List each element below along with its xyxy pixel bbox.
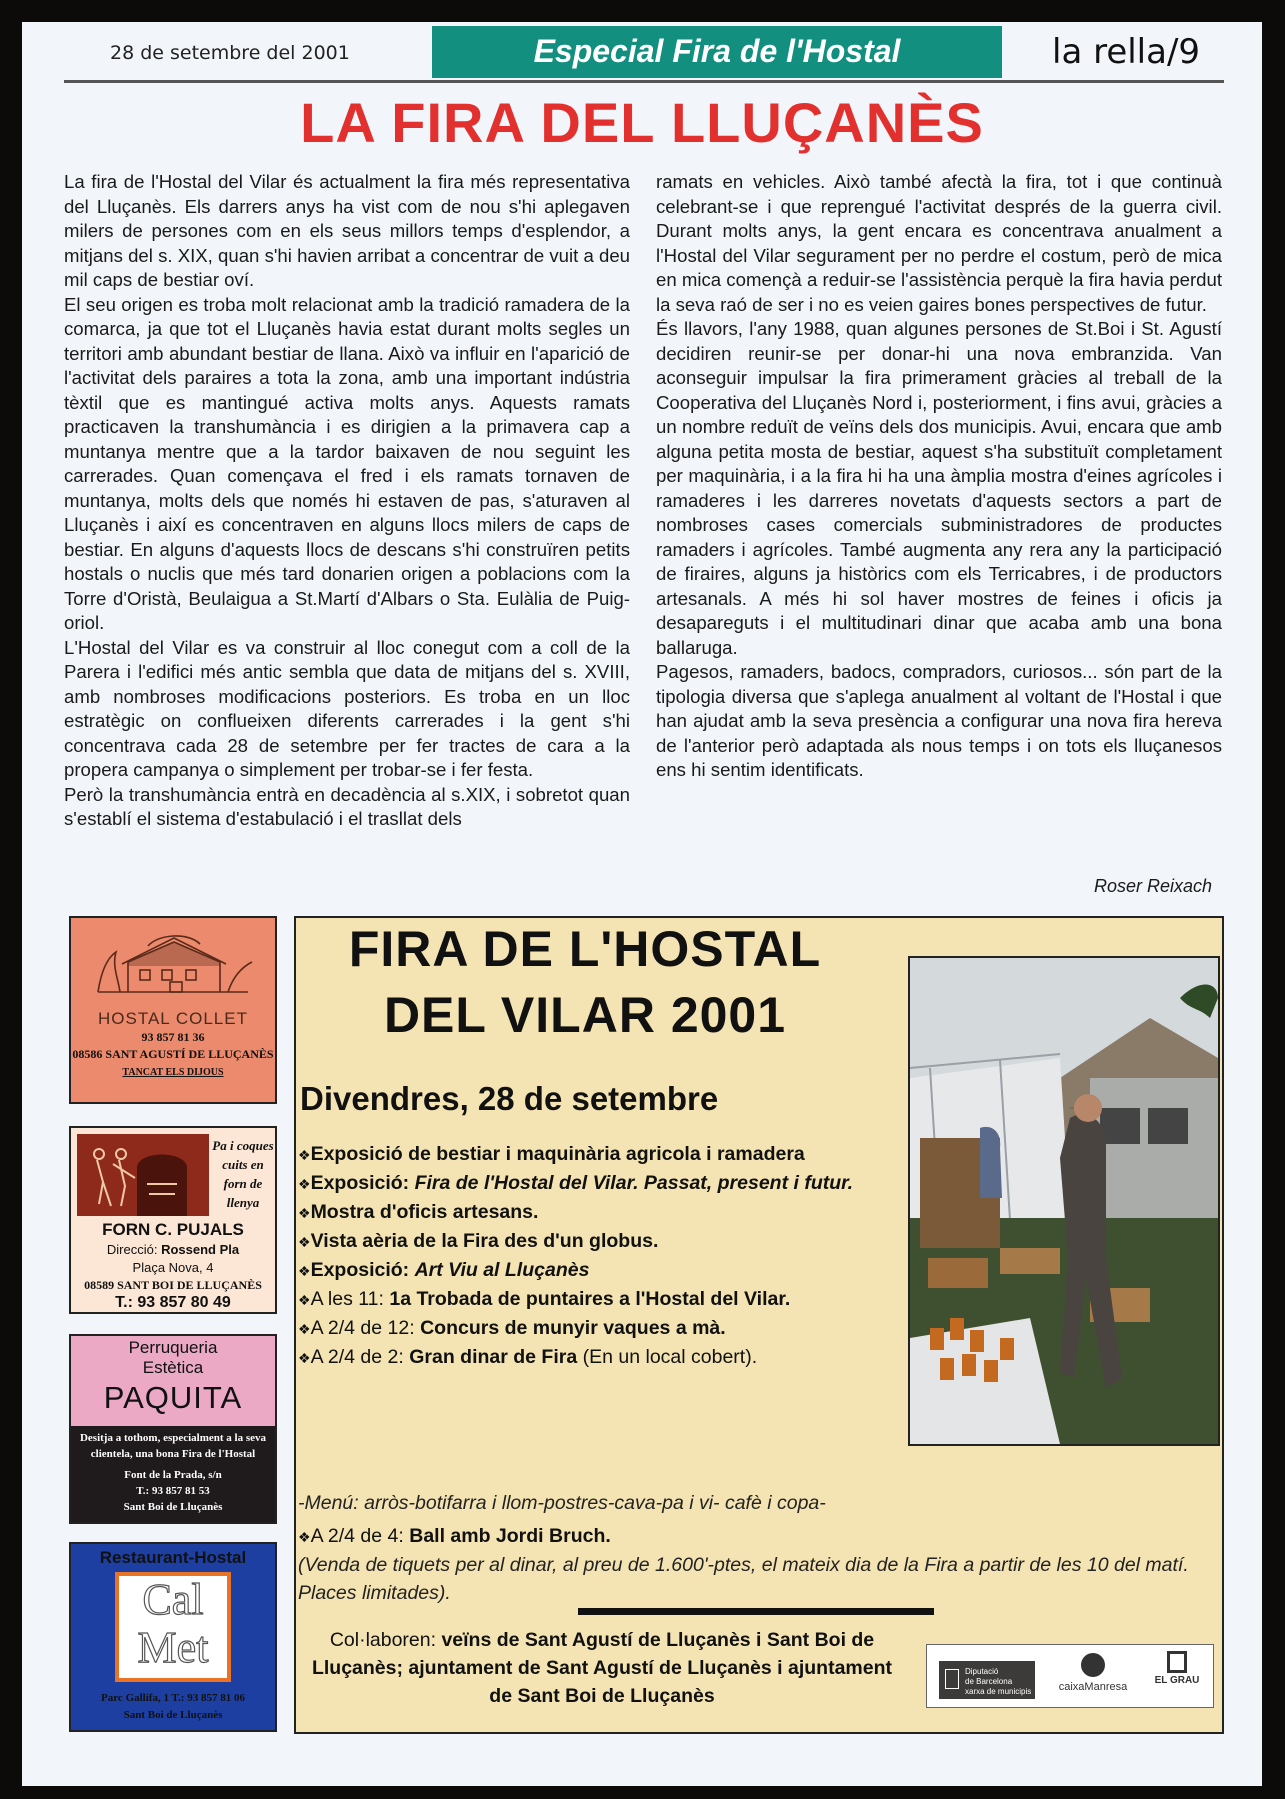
paragraph: El seu origen es troba molt relacionat amb la tradició ramadera de la comarca, ja que tot el Lluçanès havia estat durant molts segles un territori amb abundant bestiar de llana. Això va influir en l'aparició de l'activitat dels paraires a tota la zona, amb una important indústria tèxtil que es mantingué activa molts anys. Aquests ramats practicaven la transhumància i es dirigien a la primavera cap a muntanya mentre que a la tardor baixaven de nou seguint les carrerades. Quan començava el fred i els ramats tornaven de muntanya, molts dels que només hi estaven de pas, s'aturaven al Lluçanès i així es concentraven en alguns llocs milers de caps de bestiar. En alguns d'aquests llocs de descans s'hi construïren petits hostals o nuclis que més tard donarien origen a poblacions com la Torre d'Oristà, Beulaigua a St.Martí d'Albars o Sta. Eulàlia de Puig-oriol. [64,293,630,633]
bakery-illustration-icon [77,1134,209,1216]
collaborators: Col·laboren: veïns de Sant Agustí de Lluçanès i Sant Boi de Lluçanès; ajuntament de Sant Agustí de Lluçanès i ajuntament de Sant Boi de Lluçanès [311,1629,893,1707]
article-title: LA FIRA DEL LLUÇANÈS [300,91,984,154]
ad-header: Restaurant-Hostal [99,1548,247,1567]
program-title: DEL VILAR 2001 [383,987,787,1043]
diputacio-logo: Diputació de Barcelona xarxa de municipis [939,1661,1035,1699]
program-item: ❖Exposició: Fira de l'Hostal del Vilar. Passat, present i futur. [298,1172,854,1194]
ad-wish: Desitja a tothom, especialment a la seva clientela, una bona Fira de l'Hostal [79,1432,267,1460]
ad-city: Sant Boi de Lluçanès [123,1501,223,1513]
program-item: ❖A 2/4 de 2: Gran dinar de Fira (En un local cobert). [298,1346,758,1368]
ad-logo-line: Met [137,1623,209,1672]
sponsor-logos [926,1644,1214,1708]
ticket-note: (Venda de tiquets per al dinar, al preu de 1.600'-ptes, el mateix dia de la Fira a partir de les 10 del matí. Places limitades). [298,1554,1189,1604]
market-photo-icon [910,958,1218,1444]
program-item: ❖Vista aèria de la Fira des d'un globus. [298,1230,659,1252]
paragraph: És llavors, l'any 1988, quan algunes persones de St.Boi i St. Agustí decidiren reunir-se per donar-hi una nova embranzida. Van aconseguir impulsar la fira primerament gràcies al treball de la Cooperativa del Lluçanès Nord i, posteriorment, i fins avui, gràcies a un nombre reduït de veïns dels dos municipis. Avui, encara que amb alguna petita mosta de bestiar, aquest s'ha substituït completament per maquinària, i a la fira hi ha una àmplia mostra d'eines agrícoles i ramaderes i les darreres novetats d'aquests sectors a part de nombroses cases comercials subministradores de productes ramaders i agrícoles. També augmenta any rera any la participació de firaires, alguns ja històrics com els Terricabres, i de productors artesanals. A més hi sol haver mostres de feines i oficis ja desapareguts i el multitudinari dinar que acaba amb una bona ballaruga. [656,318,1222,658]
grau-emblem-icon [1167,1651,1187,1673]
ad-logo-line: Cal [142,1575,204,1624]
program-item: ❖Exposició: Art Viu al Lluçanès [298,1259,590,1281]
ad-business-name: FORN C. PUJALS [102,1220,244,1239]
program-item: ❖Exposició de bestiar i maquinària agricola i ramadera [298,1143,805,1165]
paragraph: La fira de l'Hostal del Vilar és actualment la fira més representativa del Lluçanès. Els darrers anys ha vist com de nou s'hi aplegaven milers de persones com en els seus millors temps d'esplendor, a mitjans del s. XIX, quan s'hi havien arribat a concentrar de vuit a deu mil caps de bestiar oví. [64,171,630,290]
ad-city: 08589 SANT BOI DE LLUÇANÈS [84,1278,262,1292]
ad-business-name: HOSTAL COLLET [98,1009,248,1028]
ad-info-block [71,1426,275,1522]
shield-icon [945,1669,959,1689]
article-column-right [656,170,1222,783]
fair-program [294,916,1224,1734]
paragraph: Pagesos, ramaders, badocs, compradors, curiosos... són part de la tipologia diversa que s'aplega anualment al voltant de l'Hostal i que han ajudat amb la seva presència a configurar una nova fira hereva de l'anterior però adaptada als nous temps i on tots els lluçanesos ens hi sentim identificats. [656,661,1222,780]
ad-address: 08586 SANT AGUSTÍ DE LLUÇANÈS [72,1047,274,1061]
el-grau-logo: EL GRAU [1145,1651,1209,1686]
paragraph: ramats en vehicles. Això també afectà la fira, tot i que continuà celebrant-se i que reprengué l'activitat després de la guerra civil. Durant molts anys, la gent encara es concentrava anualment a l'Hostal del Vilar segurament per no perdre el costum, però de mica en mica començà a reduir-se l'assistència perquè la fira havia perdut la seva raó de ser i no es veien gaires bones perspectives de futur. [656,171,1222,315]
ad-tagline: Pa i coques cuits en forn de llenya [212,1138,274,1210]
mountain-icon [1081,1653,1105,1677]
program-menu: -Menú: arròs-botifarra i llom-postres-cava-pa i vi- cafè i copa- [298,1492,826,1514]
article-author: Roser Reixach [1093,876,1212,896]
newspaper-page [22,22,1262,1786]
article-column-left [64,170,630,832]
program-title: FIRA DE L'HOSTAL [348,921,822,977]
program-item: ❖A 2/4 de 12: Concurs de munyir vaques a mà. [298,1317,726,1339]
ad-address: Parc Gallifa, 1 T.: 93 857 81 06 [101,1692,245,1704]
ad-logo [115,1572,231,1682]
program-item: ❖Mostra d'oficis artesans. [298,1201,539,1223]
program-item: ❖A 2/4 de 4: Ball amb Jordi Bruch. [298,1525,611,1547]
page-label: la rella/9 [1052,32,1201,72]
ad-line: Estètica [142,1358,204,1377]
ad-phone: 93 857 81 36 [141,1030,205,1044]
program-items [298,1140,898,1372]
program-date: Divendres, 28 de setembre [300,1080,719,1117]
ad-phone: T.: 93 857 81 53 [136,1485,210,1497]
ad-hostal-collet [69,916,277,1104]
paragraph: L'Hostal del Vilar es va construir al lloc conegut com a coll de la Parera i l'edifici més antic sembla que data de mitjans del s. XVIII, amb nombroses modificacions posteriors. Es troba en un lloc estratègic on conflueixen diferents carrerades i la gent s'hi concentrava cada 28 de setembre per fer tractes de cara a la propera campanya o simplement per trobar-se i fer festa. [64,636,630,780]
ad-line: Perruqueria [128,1338,218,1357]
fair-photo [908,956,1220,1446]
ad-note: TANCAT ELS DIJOUS [122,1067,224,1078]
ad-forn-pujals [69,1126,277,1314]
ad-perruqueria-paquita [69,1334,277,1524]
ad-director: Direcció: Rossend Pla [106,1242,240,1257]
ad-street: Font de la Prada, s/n [124,1469,222,1481]
ad-city: Sant Boi de Lluçanès [123,1709,223,1721]
caixa-manresa-logo: caixaManresa [1045,1653,1141,1693]
ad-phone: T.: 93 857 80 49 [115,1294,231,1311]
section-banner: Especial Fira de l'Hostal [432,26,1002,78]
hostal-drawing-icon [88,926,258,1000]
program-rule [578,1608,934,1615]
program-item: ❖A les 11: 1a Trobada de puntaires a l'Hostal del Vilar. [298,1288,791,1310]
paragraph: Però la transhumància entrà en decadència al s.XIX, i sobretot quan s'establí el sistema d'estabulació i el trasllat dels [64,783,630,829]
ad-business-name: PAQUITA [103,1380,243,1415]
issue-date: 28 de setembre del 2001 [110,42,350,64]
ad-cal-met [69,1542,277,1732]
program-last-and-tickets [298,1522,1210,1607]
ad-street: Plaça Nova, 4 [132,1260,214,1275]
header-rule [64,80,1224,83]
